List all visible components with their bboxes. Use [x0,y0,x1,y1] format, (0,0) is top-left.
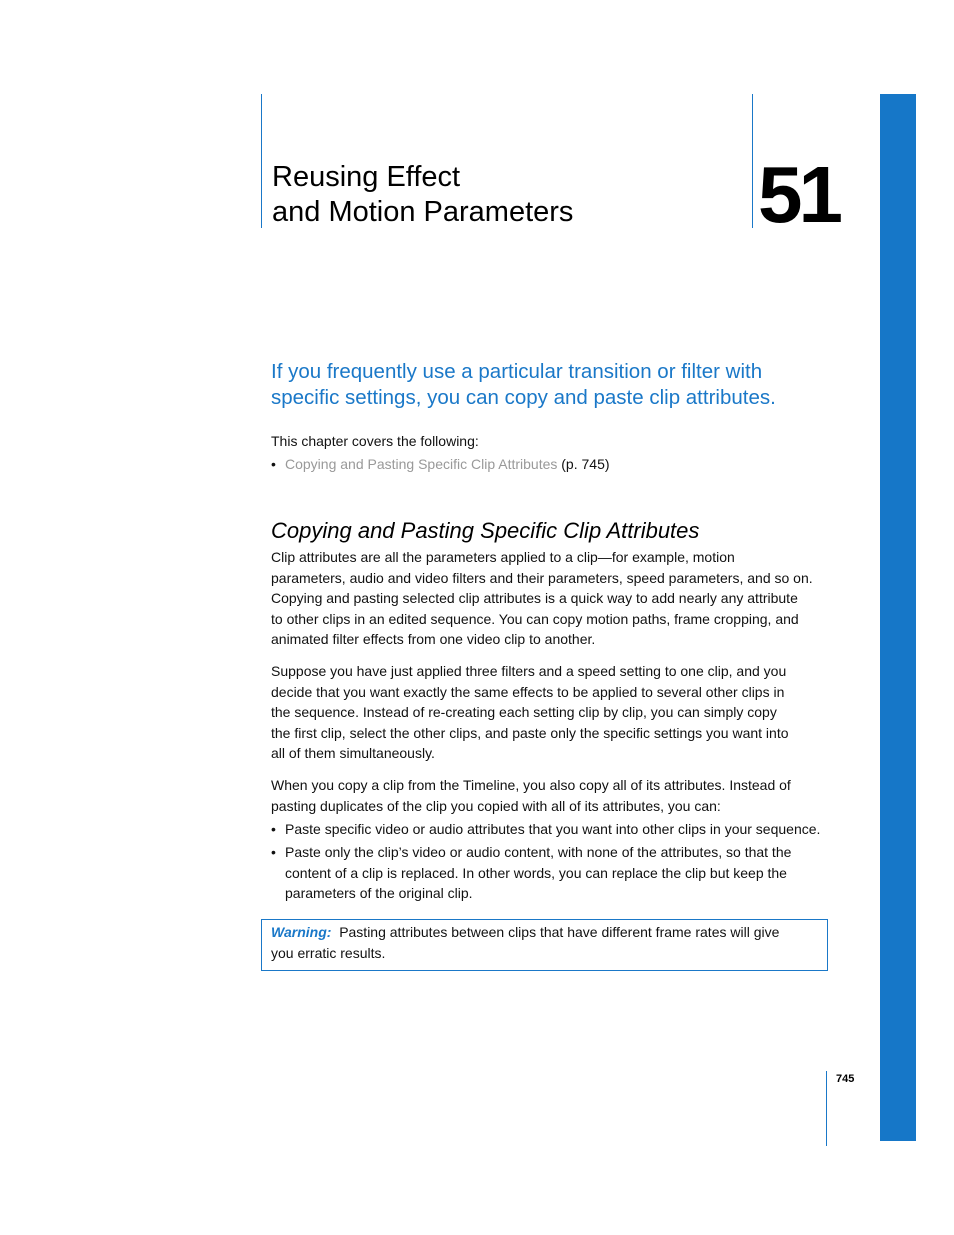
text-line: Paste specific video or audio attributes that you want into other clips in your sequence. [285,821,821,837]
covers-list-item [271,454,610,475]
bullet-item [271,842,792,901]
warning-text [271,922,779,963]
text-line: the sequence. Instead of re-creating each setting clip by clip, you can simply copy [271,704,777,720]
intro-line: If you frequently use a particular transition or filter with [271,360,763,383]
text-line: all of them simultaneously. [271,745,435,761]
chapter-side-tab [880,94,916,1141]
text-line: Copying and pasting selected clip attributes is a quick way to add nearly any attribute [271,590,798,606]
chapter-title [272,160,573,230]
warning-label: Warning: [271,924,332,940]
text-line: When you copy a clip from the Timeline, you also copy all of its attributes. Instead of [271,777,791,793]
text-line: Clip attributes are all the parameters applied to a clip—for example, motion [271,549,735,565]
chapter-number: 51 [758,150,839,239]
toc-link[interactable]: Copying and Pasting Specific Clip Attributes [285,456,558,472]
text-line: pasting duplicates of the clip you copied with all of its attributes, you can: [271,797,721,814]
bullet-item [271,819,821,840]
text-line: to other clips in an edited sequence. You can copy motion paths, frame cropping, and [271,610,799,627]
toc-page-ref: (p. 745) [557,456,610,472]
title-rule [261,94,262,228]
paragraph-2 [271,661,789,764]
footer-rule [826,1071,827,1146]
text-line: content of a clip is replaced. In other words, you can replace the clip but keep the [285,864,787,881]
paragraph-1 [271,547,813,650]
chapter-intro [271,359,776,410]
text-line: Suppose you have just applied three filters and a speed setting to one clip, and you [271,663,787,679]
chapter-title-line: Reusing Effect [272,161,461,193]
text-line: animated filter effects from one video clip to another. [271,631,596,647]
text-line: parameters, audio and video filters and their parameters, speed parameters, and so on. [271,569,813,586]
bullet: • [271,821,276,837]
intro-line: specific settings, you can copy and paste clip attributes. [271,385,776,409]
text-line: Pasting attributes between clips that have different frame rates will give [339,924,780,940]
text-line: you erratic results. [271,944,386,961]
number-rule [752,94,753,228]
paragraph-3 [271,775,791,816]
page-number: 745 [836,1073,855,1085]
text-line: the first clip, select the other clips, and paste only the specific settings you want into [271,724,789,741]
bullet: • [271,844,276,860]
text-line: decide that you want exactly the same effects to be applied to several other clips in [271,683,785,700]
text-line: parameters of the original clip. [285,885,473,901]
bullet: • [271,456,276,472]
text-line: Paste only the clip’s video or audio content, with none of the attributes, so that the [285,844,792,860]
covers-lead: This chapter covers the following: [271,433,479,449]
section-heading: Copying and Pasting Specific Clip Attributes [271,518,700,543]
chapter-title-line: and Motion Parameters [272,196,574,228]
